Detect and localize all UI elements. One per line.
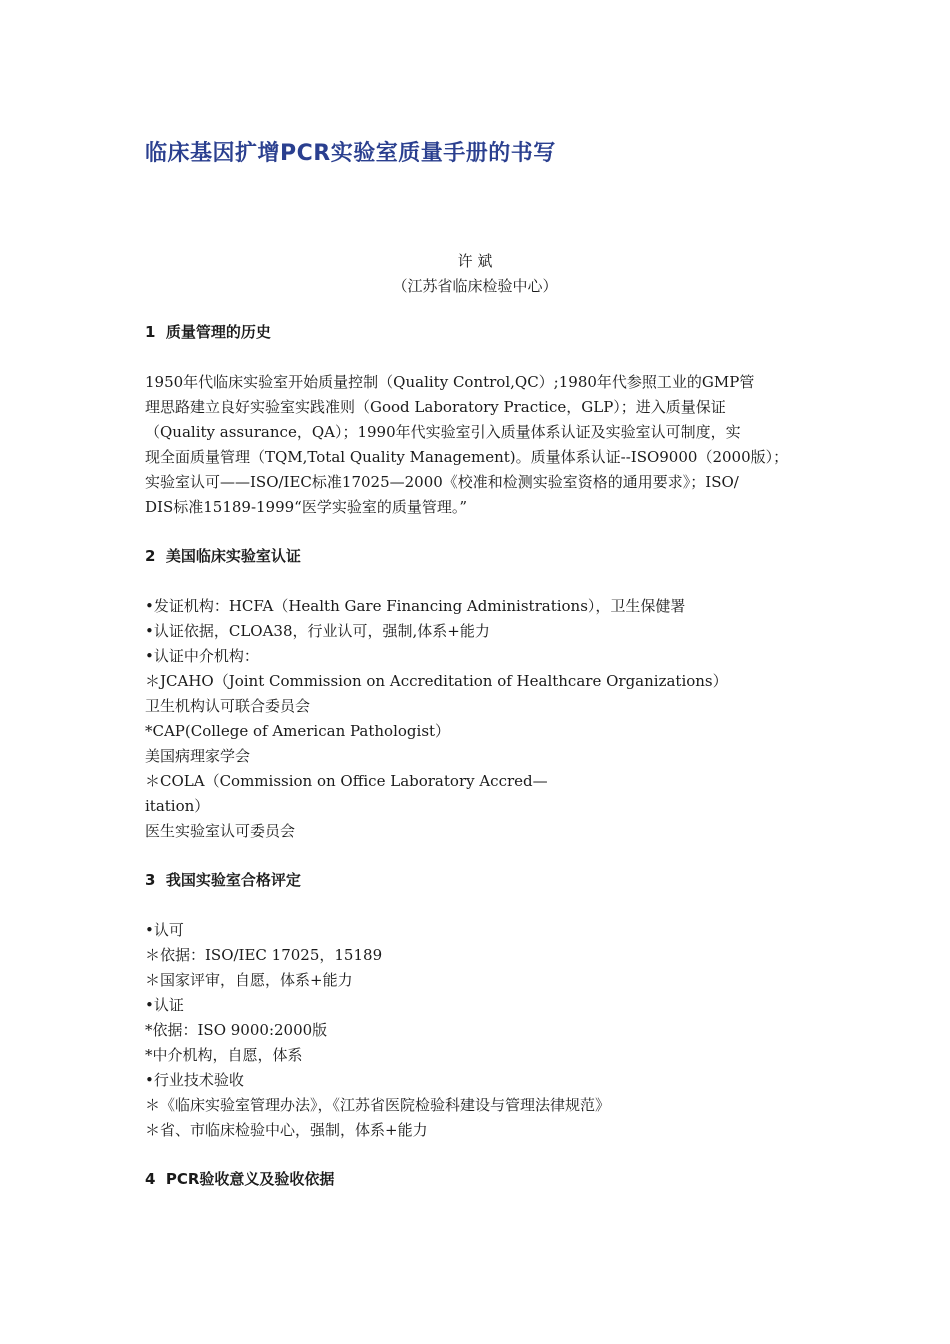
list-item: *依据：ISO 9000:2000版 <box>145 1021 328 1039</box>
list-item: 美国病理家学会 <box>145 747 251 765</box>
list-item: •发证机构：HCFA（Health Gare Financing Administrations），卫生保健署 <box>145 597 686 615</box>
section-heading-4: 4 PCR验收意义及验收依据 <box>145 1170 335 1188</box>
list-item: *中介机构，自愿，体系 <box>145 1046 303 1064</box>
paragraph-line: DIS标准15189-1999“医学实验室的质量管理。” <box>145 498 468 516</box>
list-item: ＊JCAHO（Joint Commission on Accreditation of Healthcare Organizations） <box>145 672 728 690</box>
paragraph-line: 理思路建立良好实验室实践准则（Good Laboratory Practice，GLP）；进入质量保证 <box>145 398 726 416</box>
section-heading-3: 3 我国实验室合格评定 <box>145 871 301 889</box>
list-item: itation） <box>145 797 210 815</box>
list-item: •认可 <box>145 921 184 939</box>
list-item: ＊省、市临床检验中心，强制，体系+能力 <box>145 1121 428 1139</box>
author: 许 斌 <box>457 252 493 270</box>
paragraph-line: （Quality assurance，QA）；1990年代实验室引入质量体系认证及实验室认可制度，实 <box>145 423 741 441</box>
list-item: •认证中介机构： <box>145 647 259 665</box>
section-heading-1: 1 质量管理的历史 <box>145 323 271 341</box>
list-item: 医生实验室认可委员会 <box>145 822 296 840</box>
list-item: ＊COLA（Commission on Office Laboratory Accred— <box>145 772 548 790</box>
list-item: ＊国家评审，自愿，体系+能力 <box>145 971 353 989</box>
paragraph-line: 1950年代临床实验室开始质量控制（Quality Control,QC）;1980年代参照工业的GMP管 <box>145 373 755 391</box>
paragraph-line: 现全面质量管理（TQM,Total Quality Management)。质量体系认证--ISO9000（2000版）； <box>145 448 789 466</box>
list-item: ＊《临床实验室管理办法》，《江苏省医院检验科建设与管理法律规范》 <box>145 1096 611 1114</box>
list-item: *CAP(College of American Pathologist） <box>145 722 451 740</box>
section-heading-2: 2 美国临床实验室认证 <box>145 547 301 565</box>
list-item: •认证依据，CLOA38，行业认可，强制,体系+能力 <box>145 622 490 640</box>
paragraph-line: 实验室认可——ISO/IEC标准17025—2000《校准和检测实验室资格的通用要求》；ISO/ <box>145 473 739 491</box>
page-title: 临床基因扩增PCR实验室质量手册的书写 <box>145 141 556 166</box>
list-item: 卫生机构认可联合委员会 <box>145 697 311 715</box>
list-item: •行业技术验收 <box>145 1071 244 1089</box>
list-item: •认证 <box>145 996 184 1014</box>
list-item: ＊依据：ISO/IEC 17025，15189 <box>145 946 383 964</box>
affiliation: （江苏省临床检验中心） <box>392 277 558 295</box>
